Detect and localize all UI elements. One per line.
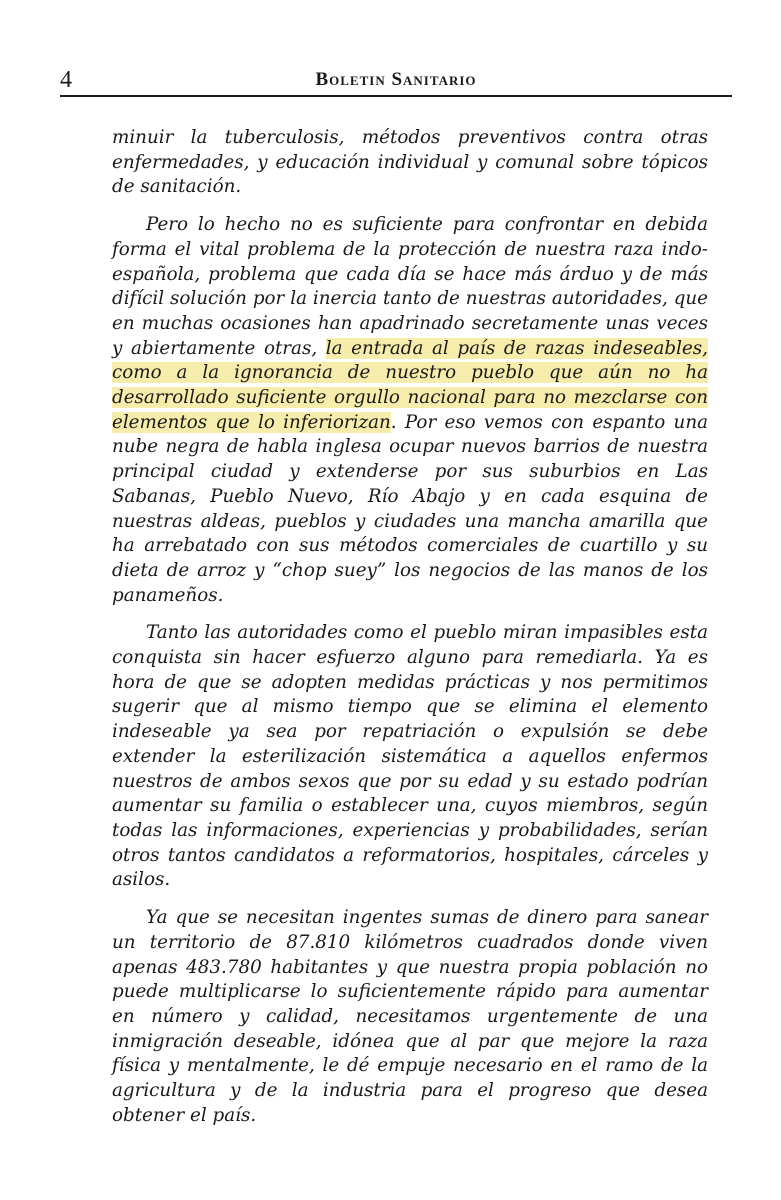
header-rule (60, 95, 732, 97)
highlighted-passage: la entrada al país de razas indeseables, como a la ignorancia de nuestro pueblo que aún no ha desarrollado suficiente orgullo nacional para no mezclarse con elementos que lo inferiorizan (112, 337, 708, 433)
body-text (112, 126, 708, 1141)
paragraph-2-before: Pero lo hecho no es suficiente para confrontar en debida forma el vital problema de la protección de nuestra raza indo-española, problema que cada día se hace más árduo y de más difícil solución por la inercia tanto de nuestras autoridades, que en muchas ocasiones han apadrinado secretamente unas veces y abiertamente otras, (112, 214, 708, 359)
paragraph-4: Ya que se necesitan ingentes sumas de dinero para sanear un territorio de 87.810 kilómetros cuadrados donde viven apenas 483.780 habitantes y que nuestra propia población no puede multiplicarse lo suficientemente rápido para aumentar en número y calidad, necesitamos urgentemente de una inmigración deseable, idónea que al par que mejore la raza física y mentalmente, le dé empuje necesario en el ramo de la agricultura y de la industria para el progreso que desea obtener el país. (112, 907, 708, 1126)
paragraph-2-after: . Por eso vemos con espanto una nube negra de habla inglesa ocupar nuevos barrios de nuestra principal ciudad y extenderse por sus suburbios en Las Sabanas, Pueblo Nuevo, Río Abajo y en cada esquina de nuestras aldeas, pueblos y ciudades una mancha amarilla que ha arrebatado con sus métodos comerciales de cuartillo y su dieta de arroz y “chop suey” los negocios de las manos de los panameños. (112, 411, 708, 606)
page-header (60, 62, 732, 94)
page-number: 4 (60, 67, 72, 93)
paragraph-3: Tanto las autoridades como el pueblo miran impasibles esta conquista sin hacer esfuerzo alguno para remediarla. Ya es hora de que se adopten medidas prácticas y nos permitimos sugerir que al mismo tiempo que se elimina el elemento indeseable ya sea por repatriación o expulsión se debe extender la esterilización sistemática a aquellos enfermos nuestros de ambos sexos que por su edad y su estado podrían aumentar su familia o establecer una, cuyos miembros, según todas las informaciones, experiencias y probabilidades, serían otros tantos candidatos a reformatorios, hospitales, cárceles y asilos. (112, 622, 708, 891)
paragraph-1: minuir la tuberculosis, métodos preventivos contra otras enfermedades, y educación individual y comunal sobre tópicos de sanitación. (112, 127, 708, 198)
paragraph-2 (112, 213, 708, 608)
running-head: Boletin Sanitario (315, 69, 477, 90)
